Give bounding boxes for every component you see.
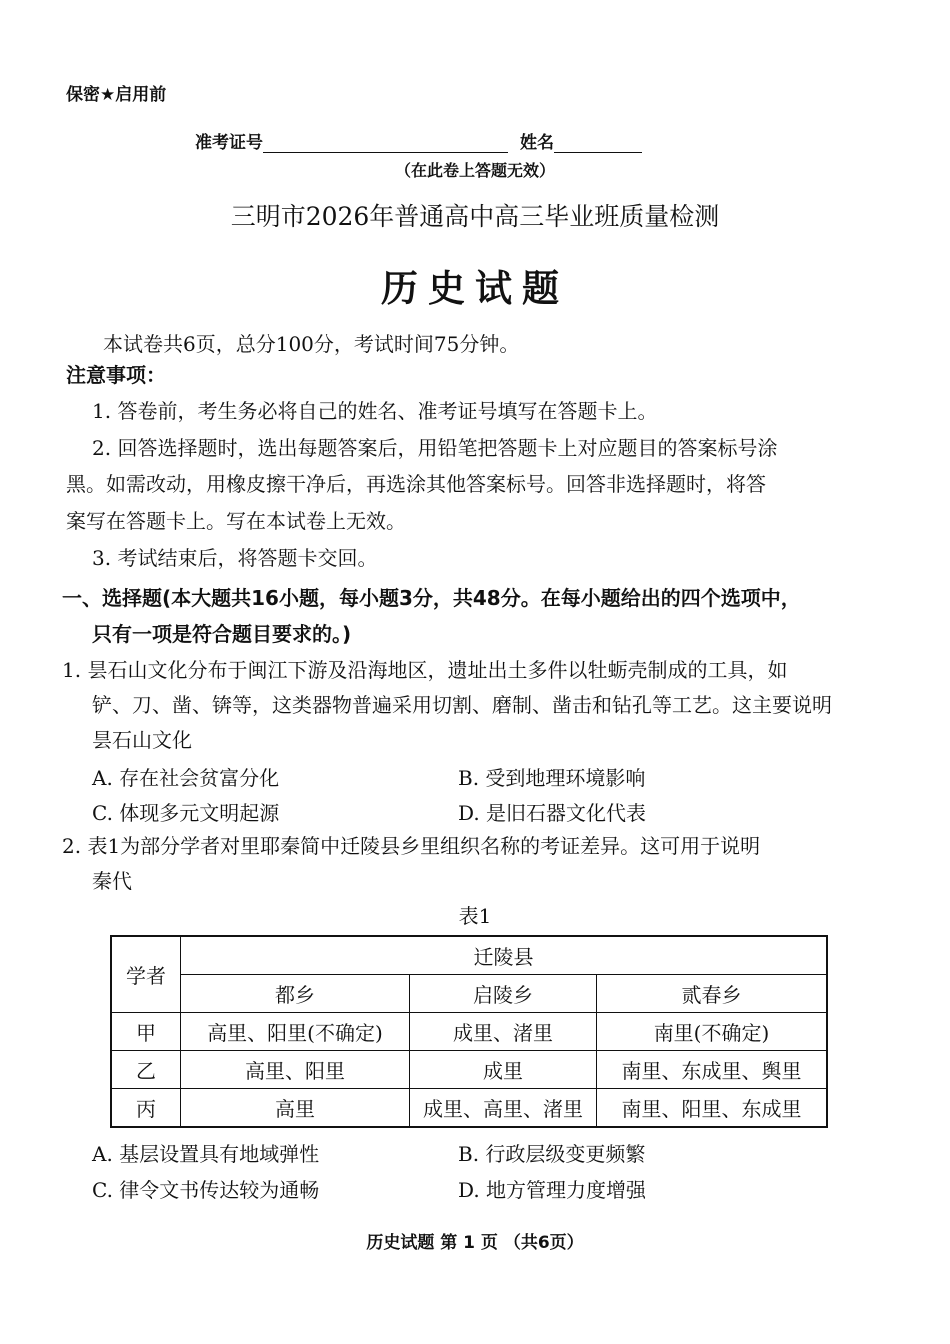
- table-cell: 南里(不确定): [597, 1013, 828, 1051]
- table-cell: 成里: [410, 1051, 597, 1089]
- question-1-option-c: C. 体现多元文明起源: [92, 801, 280, 825]
- table-cell: 高里、阳里(不确定): [181, 1013, 410, 1051]
- notice-item-3: 3. 考试结束后，将答题卡交回。: [92, 546, 378, 570]
- exam-id-blank: [263, 134, 508, 153]
- scholar-header: 学者: [111, 936, 181, 1013]
- question-2-line-2: 秦代: [92, 869, 132, 893]
- table-caption: 表1: [458, 904, 492, 928]
- table-row: [111, 1089, 827, 1128]
- scholar-cell: 甲: [111, 1013, 181, 1051]
- notice-item-2-line-1: 2. 回答选择题时，选出每题答案后，用铅笔把答题卡上对应题目的答案标号涂: [92, 436, 778, 460]
- table-cell: 成里、高里、渚里: [410, 1089, 597, 1128]
- subject-title: 历史试题: [381, 267, 569, 310]
- table-row: [111, 1013, 827, 1051]
- county-header: 迁陵县: [181, 936, 828, 975]
- question-1-option-b: B. 受到地理环境影响: [458, 766, 646, 790]
- question-2-line-1: 2. 表1为部分学者对里耶秦简中迁陵县乡里组织名称的考证差异。这可用于说明: [62, 834, 761, 858]
- table-cell: 成里、渚里: [410, 1013, 597, 1051]
- page-footer: 历史试题 第 1 页 （共6页）: [366, 1233, 584, 1253]
- township-header: 贰春乡: [597, 975, 828, 1013]
- question-1-line-1: 1. 昙石山文化分布于闽江下游及沿海地区，遗址出土多件以牡蛎壳制成的工具，如: [62, 658, 788, 682]
- section-1-heading: 一、选择题(本大题共16小题，每小题3分，共48分。在每小题给出的四个选项中，: [62, 586, 801, 610]
- invalid-note: （在此卷上答题无效）: [394, 161, 555, 180]
- township-table: [110, 935, 828, 1128]
- notice-item-2-line-3: 案写在答题卡上。写在本试卷上无效。: [66, 509, 406, 533]
- notice-item-2-line-2: 黑。如需改动，用橡皮擦干净后，再选涂其他答案标号。回答非选择题时，将答: [66, 472, 766, 496]
- township-header: 都乡: [181, 975, 410, 1013]
- question-1-option-d: D. 是旧石器文化代表: [458, 801, 647, 825]
- intro-text: 本试卷共6页，总分100分，考试时间75分钟。: [103, 332, 520, 356]
- section-1-heading-line-2: 只有一项是符合题目要求的。): [92, 622, 352, 646]
- township-header: 启陵乡: [410, 975, 597, 1013]
- question-2-option-a: A. 基层设置具有地域弹性: [92, 1142, 320, 1166]
- name-label: 姓名: [520, 133, 554, 153]
- table-cell: 高里: [181, 1089, 410, 1128]
- notice-item-1: 1. 答卷前，考生务必将自己的姓名、准考证号填写在答题卡上。: [92, 399, 658, 423]
- scholar-cell: 乙: [111, 1051, 181, 1089]
- question-2-option-c: C. 律令文书传达较为通畅: [92, 1178, 320, 1202]
- question-1-line-2: 铲、刀、凿、锛等，这类器物普遍采用切割、磨制、凿击和钻孔等工艺。这主要说明: [92, 693, 832, 717]
- table-cell: 南里、阳里、东成里: [597, 1089, 828, 1128]
- question-1-line-3: 昙石山文化: [92, 728, 192, 752]
- table-row: [111, 1051, 827, 1089]
- candidate-info-line: [195, 128, 642, 153]
- name-blank: [554, 134, 642, 153]
- table-cell: 高里、阳里: [181, 1051, 410, 1089]
- question-1-option-a: A. 存在社会贫富分化: [92, 766, 280, 790]
- notice-title: 注意事项：: [66, 363, 166, 387]
- scholar-cell: 丙: [111, 1089, 181, 1128]
- question-2-option-b: B. 行政层级变更频繁: [458, 1142, 646, 1166]
- question-2-option-d: D. 地方管理力度增强: [458, 1178, 647, 1202]
- table-cell: 南里、东成里、舆里: [597, 1051, 828, 1089]
- confidential-label: 保密★启用前: [66, 85, 167, 105]
- exam-title: 三明市2026年普通高中高三毕业班质量检测: [230, 202, 720, 231]
- exam-id-label: 准考证号: [195, 133, 263, 153]
